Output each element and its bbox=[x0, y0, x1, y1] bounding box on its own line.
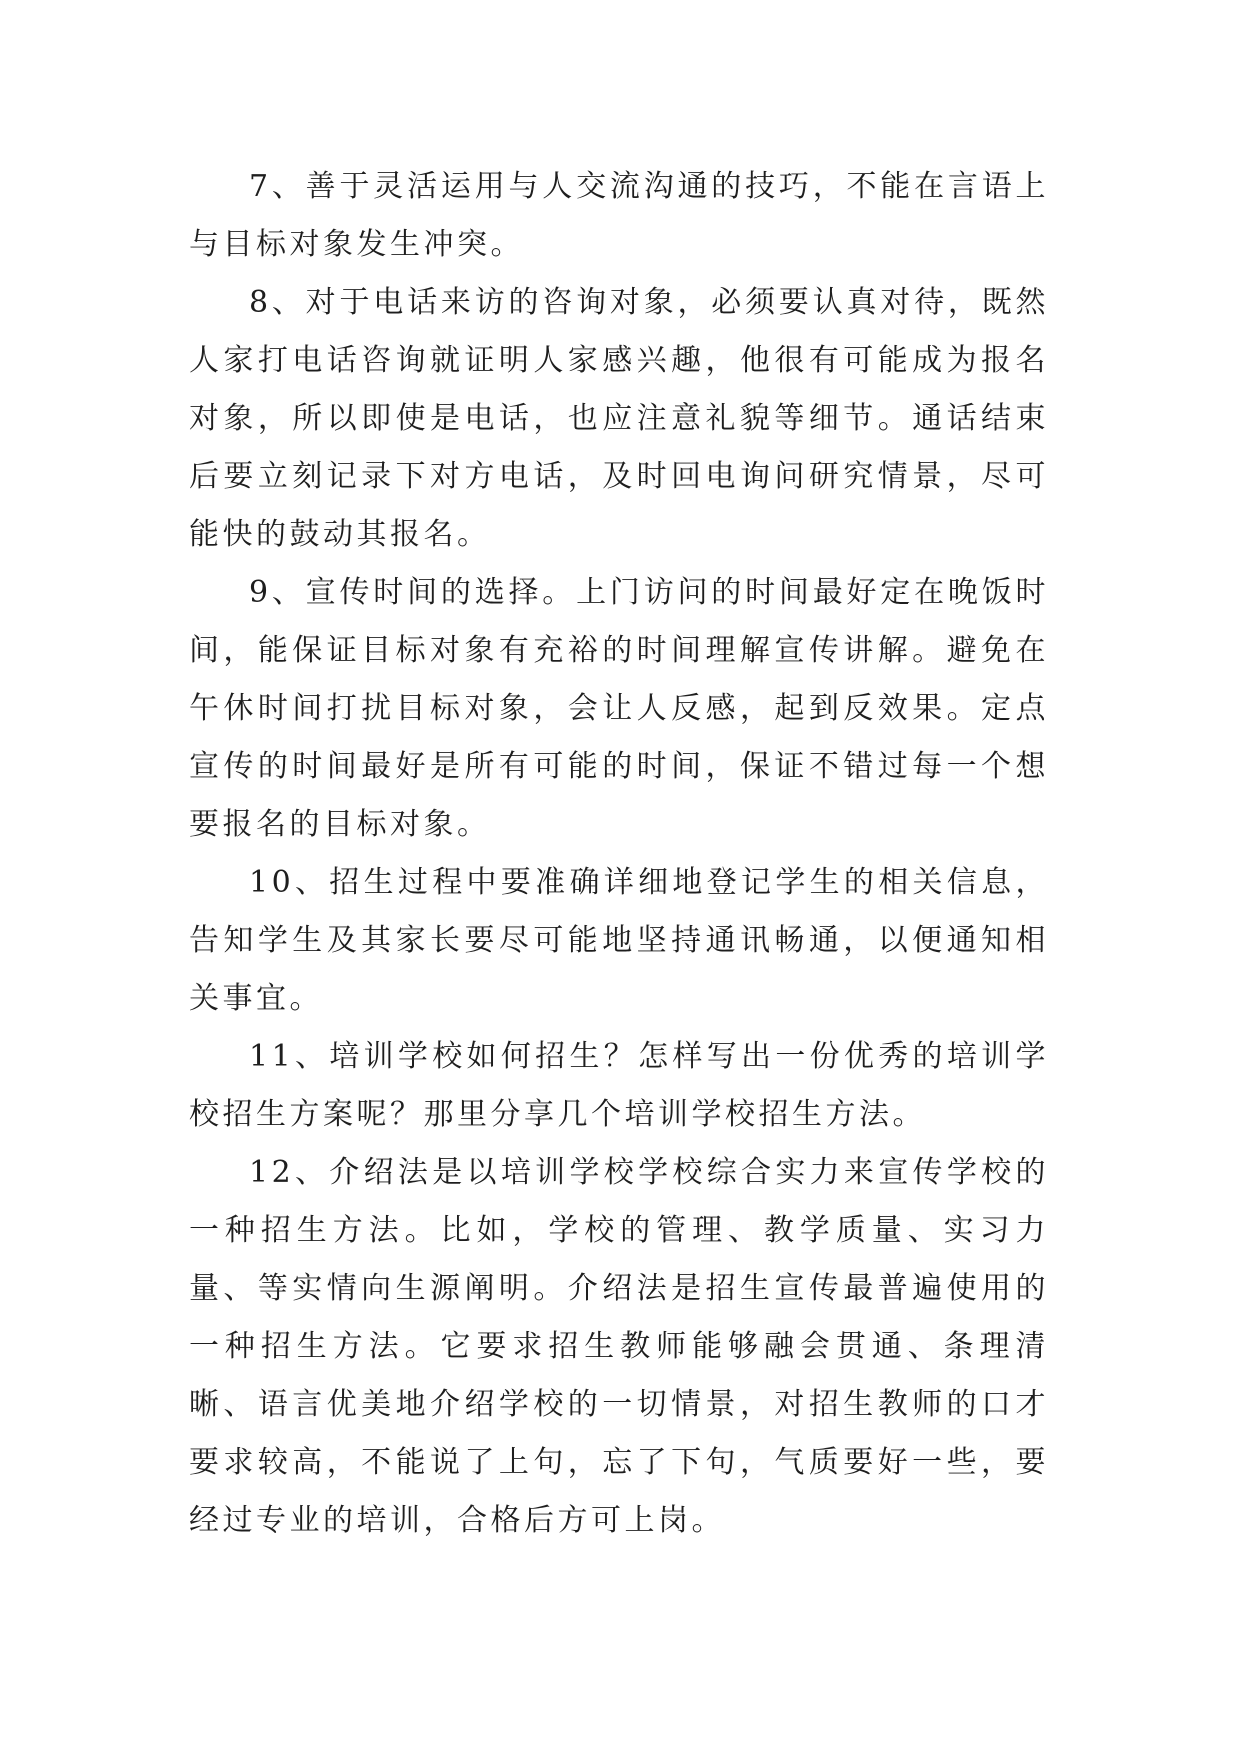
paragraph-item-9: 9、宣传时间的选择。上门访问的时间最好定在晚饭时间，能保证目标对象有充裕的时间理解宣传讲解。避免在午休时间打扰目标对象，会让人反感，起到反效果。定点宣传的时间最好是所有可能的时间，保证不错过每一个想要报名的目标对象。 bbox=[189, 575, 1049, 842]
paragraph-item-10: 10、招生过程中要准确详细地登记学生的相关信息，告知学生及其家长要尽可能地坚持通讯畅通，以便通知相关事宜。 bbox=[189, 865, 1049, 1016]
paragraph-item-8: 8、对于电话来访的咨询对象，必须要认真对待，既然人家打电话咨询就证明人家感兴趣，他很有可能成为报名对象，所以即使是电话，也应注意礼貌等细节。通话结束后要立刻记录下对方电话，及时回电询问研究情景，尽可能快的鼓动其报名。 bbox=[189, 285, 1049, 552]
paragraph-item-12: 12、介绍法是以培训学校学校综合实力来宣传学校的一种招生方法。比如，学校的管理、教学质量、实习力量、等实情向生源阐明。介绍法是招生宣传最普遍使用的一种招生方法。它要求招生教师能够融会贯通、条理清晰、语言优美地介绍学校的一切情景，对招生教师的口才要求较高，不能说了上句，忘了下句，气质要好一些，要经过专业的培训，合格后方可上岗。 bbox=[189, 1155, 1049, 1538]
document-body bbox=[189, 158, 1049, 1550]
paragraph-item-11: 11、培训学校如何招生？怎样写出一份优秀的培训学校招生方案呢？那里分享几个培训学校招生方法。 bbox=[189, 1039, 1049, 1132]
paragraph-item-7: 7、善于灵活运用与人交流沟通的技巧，不能在言语上与目标对象发生冲突。 bbox=[189, 169, 1049, 262]
